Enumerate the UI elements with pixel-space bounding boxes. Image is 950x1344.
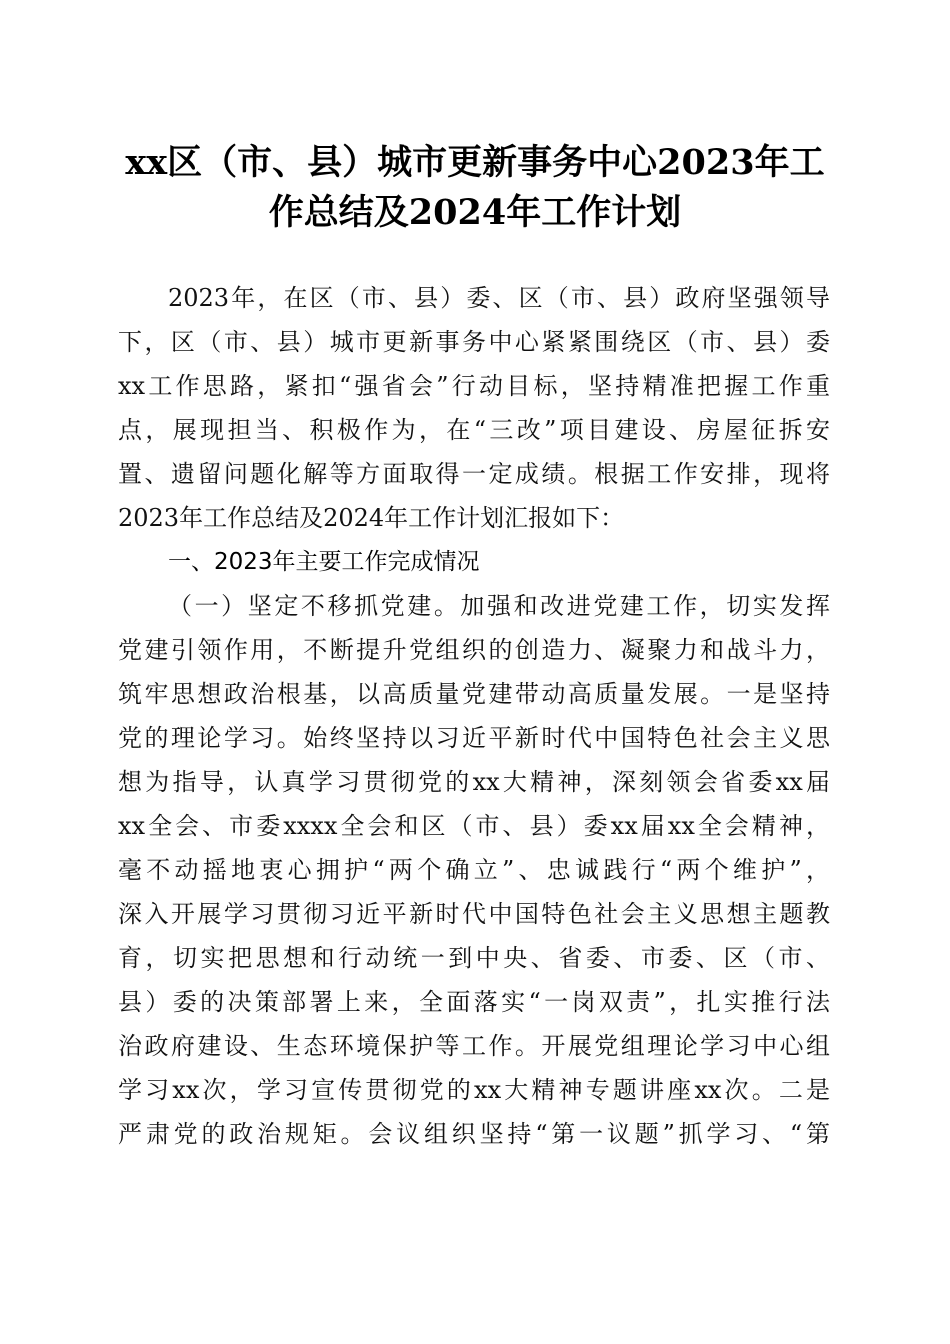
paragraph-line: 治政府建设、生态环境保护等工作。开展党组理论学习中心组: [118, 1032, 830, 1060]
document-body: [118, 276, 830, 1156]
paragraph-line: xx工作思路，紧扣“强省会”行动目标，坚持精准把握工作重: [118, 372, 830, 400]
paragraph-line: 筑牢思想政治根基，以高质量党建带动高质量发展。一是坚持: [118, 680, 830, 708]
paragraph-line: 育，切实把思想和行动统一到中央、省委、市委、区（市、: [118, 944, 830, 972]
paragraph-line: [118, 584, 830, 628]
paragraph-line: 毫不动摇地衷心拥护“两个确立”、忠诚践行“两个维护”，: [118, 856, 830, 884]
paragraph-line: 想为指导，认真学习贯彻党的xx大精神，深刻领会省委xx届: [118, 768, 830, 796]
section-heading: 一、2023年主要工作完成情况: [168, 549, 480, 575]
paragraph-line: 下，区（市、县）城市更新事务中心紧紧围绕区（市、县）委: [118, 328, 830, 356]
paragraph-line: 党的理论学习。始终坚持以习近平新时代中国特色社会主义思: [118, 724, 830, 752]
paragraph-line: 党建引领作用，不断提升党组织的创造力、凝聚力和战斗力，: [118, 636, 830, 664]
paragraph-line: 县）委的决策部署上来，全面落实“一岗双责”，扎实推行法: [118, 988, 830, 1016]
paragraph-line: 深入开展学习贯彻习近平新时代中国特色社会主义思想主题教: [118, 900, 830, 928]
paragraph-line: 点，展现担当、积极作为，在“三改”项目建设、房屋征拆安: [118, 416, 830, 444]
subsection-first-text: 加强和改进党建工作，切实发挥: [460, 592, 831, 620]
title-line: 作总结及2024年工作计划: [268, 192, 682, 233]
subsection-paragraph: [118, 584, 830, 1156]
paragraph-line: xx全会、市委xxxx全会和区（市、县）委xx届xx全会精神，: [118, 812, 830, 840]
document-title: [110, 138, 840, 238]
paragraph-line: 置、遗留问题化解等方面取得一定成绩。根据工作安排，现将: [118, 460, 830, 488]
paragraph-line: 学习xx次，学习宣传贯彻党的xx大精神专题讲座xx次。二是: [118, 1076, 830, 1104]
paragraph-line: 2023年工作总结及2024年工作计划汇报如下：: [118, 504, 625, 532]
paragraph-line: 严肃党的政治规矩。会议组织坚持“第一议题”抓学习、“第: [118, 1120, 830, 1148]
intro-paragraph: [118, 276, 830, 540]
title-line: xx区（市、县）城市更新事务中心2023年工: [125, 142, 825, 183]
paragraph-line: 2023年，在区（市、县）委、区（市、县）政府坚强领导: [168, 284, 830, 312]
subsection-lead: （一）坚定不移抓党建。: [168, 592, 461, 620]
